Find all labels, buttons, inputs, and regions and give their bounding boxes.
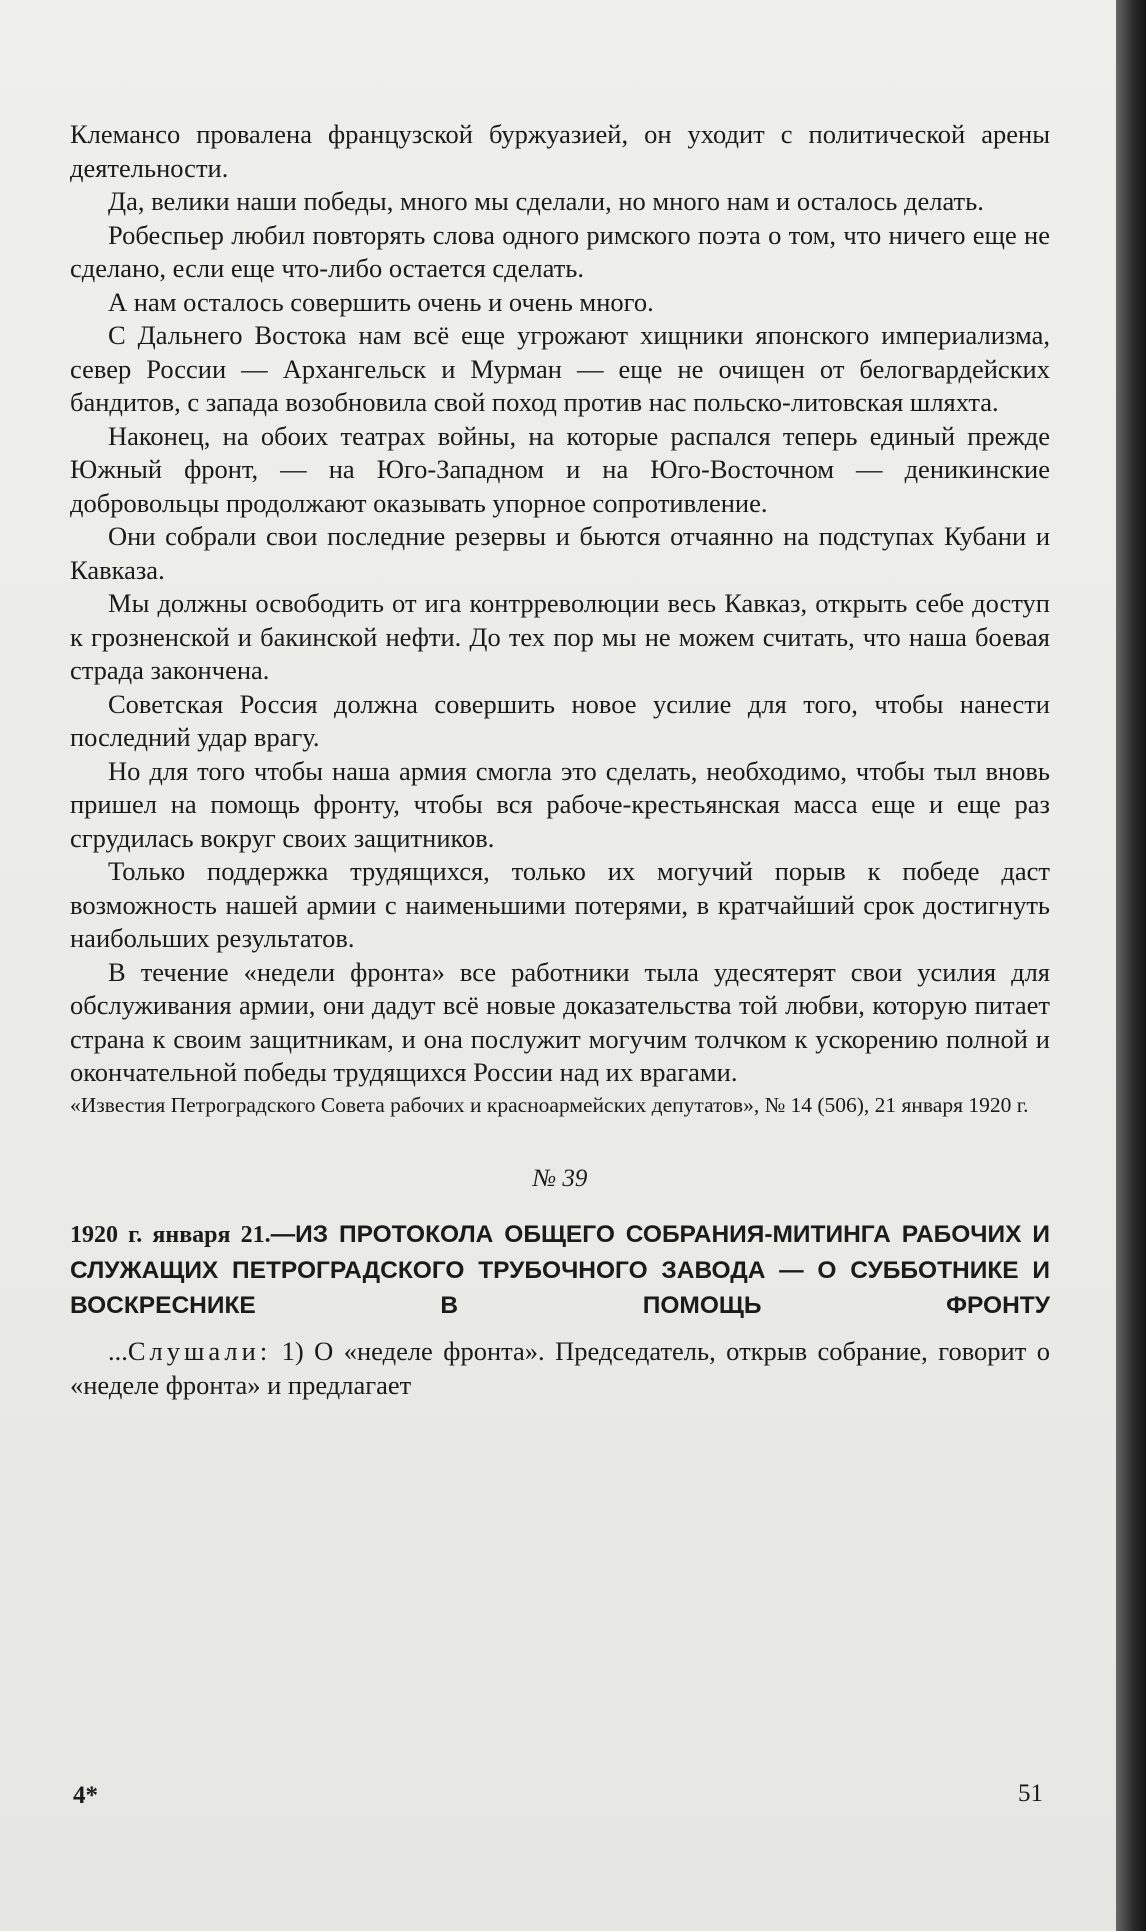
- source-citation: «Известия Петроградского Совета рабочих и красноармейских депутатов», № 14 (506), 21 января 1920 г.: [70, 1092, 1029, 1117]
- book-edge: [1115, 0, 1146, 1931]
- paragraph: Да, велики наши победы, много мы сделали, но много нам и осталось делать.: [108, 186, 984, 216]
- protocol-paragraph: [70, 1335, 1050, 1402]
- document-date: 1920 г. января 21.: [70, 1222, 271, 1248]
- paragraph: Мы должны освободить от ига контрреволюции весь Кавказ, открыть себе доступ к грозненской и бакинской нефти. До тех пор мы не можем считать, что наша боевая страда закончена.: [70, 588, 1050, 685]
- paragraph: Они собрали свои последние резервы и бьются отчаянно на подступах Кубани и Кавказа.: [70, 521, 1050, 585]
- document-title: —ИЗ ПРОТОКОЛА ОБЩЕГО СОБРАНИЯ-МИТИНГА РАБОЧИХ И СЛУЖАЩИХ ПЕТРОГРАДСКОГО ТРУБОЧНОГО ЗАВОДА — О СУББОТНИКЕ И ВОСКРЕСНИКЕ В ПОМОЩЬ ФРОНТУ: [70, 1221, 1050, 1319]
- protocol-label: Слушали:: [127, 1336, 272, 1366]
- paragraph: Но для того чтобы наша армия смогла это сделать, необходимо, чтобы тыл вновь пришел на помощь фронту, чтобы вся рабоче-крестьянская масса еще и еще раз сгрудилась вокруг своих защитников.: [70, 755, 1050, 853]
- page-number: 51: [1018, 1780, 1043, 1807]
- document-heading: [70, 1217, 1050, 1323]
- paragraph: С Дальнего Востока нам всё еще угрожают хищники японского империализма, север России — Архангельск и Мурман — еще не очищен от белогвардейских бандитов, с запада возобновила свой поход против нас польско-литовская шляхта.: [70, 320, 1050, 417]
- paragraph: Только поддержка трудящихся, только их могучий порыв к победе даст возможность нашей армии с наименьшими потерями, в кратчайший срок достигнуть наибольших результатов.: [70, 856, 1050, 953]
- protocol-text: 1) О «неделе фронта». Председатель, открыв собрание, говорит о «неделе фронта» и предлагает: [70, 1336, 1050, 1400]
- document-number: № 39: [532, 1164, 588, 1192]
- paragraph: Наконец, на обоих театрах войны, на которые распался теперь единый прежде Южный фронт, — на Юго-Западном и на Юго-Восточном — деникинские добровольцы продолжают оказывать упорное сопротивление.: [70, 420, 1050, 518]
- paragraph: Робеспьер любил повторять слова одного римского поэта о том, что ничего еще не сделано, если еще что-либо остается сделать.: [70, 219, 1050, 283]
- paragraph: А нам осталось совершить очень и очень много.: [108, 286, 654, 317]
- signature-mark: 4*: [73, 1782, 98, 1809]
- paragraph: В течение «недели фронта» все работники тыла удесятерят свои усилия для обслуживания армии, они дадут всё новые доказательства той любви, которую питает страна к своим защитникам, и она послужит могучим толчком к ускорению полной и окончательной победы трудящихся России над их врагами.: [70, 956, 1050, 1087]
- main-text: [70, 118, 1050, 1402]
- paragraph: Клемансо провалена французской буржуазией, он уходит с политической арены деятельности.: [70, 119, 1050, 183]
- paragraph: Советская Россия должна совершить новое усилие для того, чтобы нанести последний удар врагу.: [70, 688, 1050, 752]
- protocol-lead: ...: [108, 1336, 128, 1366]
